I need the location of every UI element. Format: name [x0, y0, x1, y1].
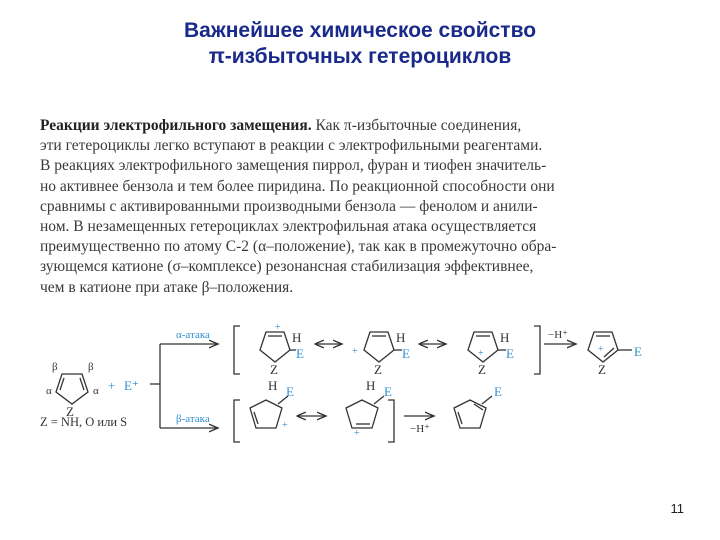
bond-e: [374, 396, 384, 404]
atom-h: H: [500, 330, 510, 345]
atom-e: E: [494, 384, 502, 399]
minus-h-label: −H⁺: [410, 423, 430, 435]
alpha-position-label: α: [46, 385, 52, 397]
atom-z: Z: [598, 362, 606, 377]
charge-plus: +: [275, 322, 281, 333]
beta-position-label: β: [88, 361, 94, 373]
alpha-bracket-right: [534, 326, 540, 374]
plus-sign: +: [108, 378, 116, 393]
beta-resonance-2: [346, 400, 378, 428]
title-line-1: Важнейшее химическое свойство: [183, 19, 537, 42]
atom-e: E: [634, 344, 642, 359]
beta-position-label: β: [52, 361, 58, 373]
paragraph-line: зующемся катионе (σ–комплексе) резонансная стабилизация эффективнее,: [40, 258, 534, 276]
atom-e: E: [506, 346, 514, 361]
page-number: 11: [670, 501, 684, 516]
paragraph-line: ном. В незамещенных гетероциклах электрофильная атака осуществляется: [40, 218, 537, 236]
paragraph-line: В реакциях электрофильного замещения пиррол, фуран и тиофен значитель-: [40, 157, 547, 175]
atom-z: Z: [270, 362, 278, 377]
beta-bracket-left: [234, 400, 240, 442]
alpha-resonance-2: [364, 332, 394, 362]
charge-plus: +: [478, 348, 484, 359]
beta-attack-label: β-атака: [176, 413, 210, 425]
minus-h-label: −H⁺: [548, 329, 568, 341]
paragraph-line: [40, 116, 660, 136]
charge-plus: +: [352, 346, 358, 357]
reaction-scheme: [0, 300, 720, 460]
slide-title: [0, 18, 720, 70]
alpha-position-label: α: [93, 385, 99, 397]
paragraph-line: эти гетероциклы легко вступают в реакции с электрофильными реагентами.: [40, 137, 543, 155]
atom-z: Z: [66, 404, 74, 419]
atom-e: E: [286, 384, 294, 399]
paragraph-line: преимущественно по атому С-2 (α–положение), так как в промежуточно обра-: [40, 238, 557, 256]
beta-product: [454, 400, 486, 428]
alpha-attack-label: α-атака: [176, 329, 210, 341]
paragraph-line: чем в катионе при атаке β–положения.: [40, 278, 294, 296]
atom-h: H: [396, 330, 406, 345]
charge-plus: +: [354, 428, 360, 439]
charge-plus: +: [598, 344, 604, 355]
atom-h: H: [268, 378, 278, 393]
reagent-electrophile: E⁺: [124, 378, 139, 393]
paragraph-line: сравнимы с активированными производными бензола — фенолом и анили-: [40, 197, 538, 215]
atom-e: E: [296, 346, 304, 361]
alpha-resonance-1: [260, 332, 290, 362]
bond-e: [482, 396, 492, 404]
paragraph-line-1-rest: Как π-избыточные соединения,: [311, 117, 522, 134]
paragraph-heading: Реакции электрофильного замещения.: [40, 117, 312, 134]
atom-e: E: [402, 346, 410, 361]
starting-heterocycle: [56, 374, 88, 404]
body-paragraph: [40, 116, 660, 298]
beta-resonance-1: [250, 400, 282, 428]
title-line-2: π-избыточных гетероциклов: [208, 45, 512, 68]
atom-h: H: [292, 330, 302, 345]
atom-h: H: [366, 378, 376, 393]
atom-z: Z: [374, 362, 382, 377]
paragraph-line: но активнее бензола и тем более пиридина. По реакционной способности они: [40, 177, 555, 195]
z-definition: Z = NH, O или S: [40, 415, 128, 429]
alpha-bracket-left: [234, 326, 240, 374]
charge-plus: +: [282, 420, 288, 431]
beta-bracket-right: [388, 400, 394, 442]
atom-e: E: [384, 384, 392, 399]
atom-z: Z: [478, 362, 486, 377]
